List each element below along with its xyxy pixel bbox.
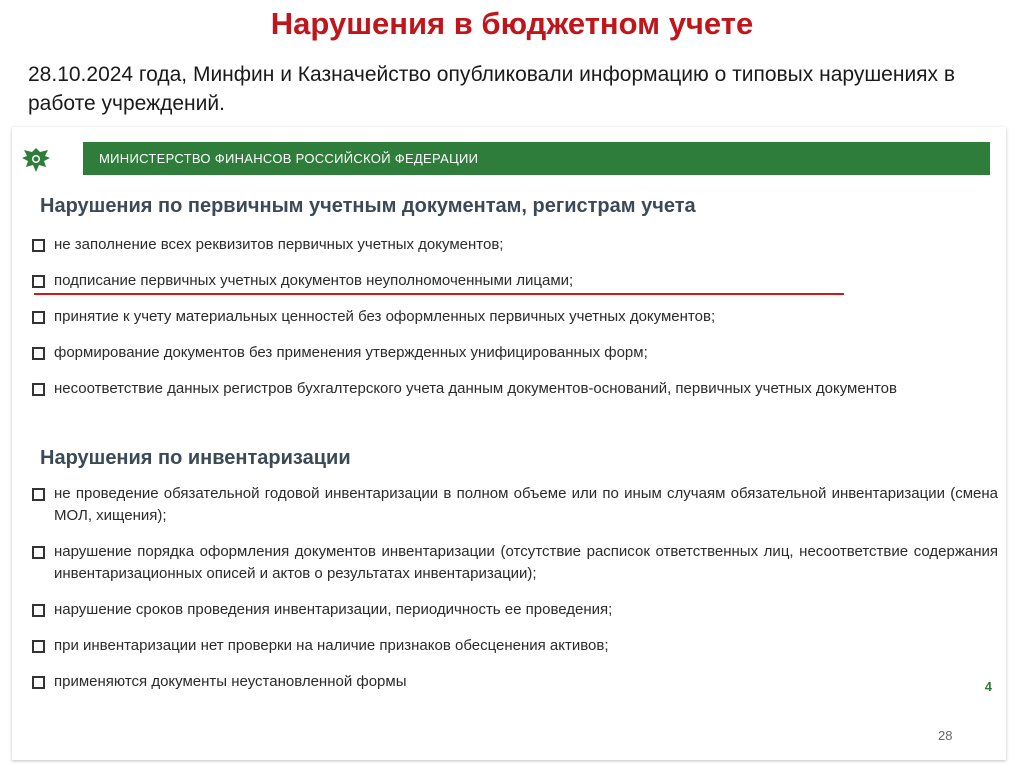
- list-item: нарушение порядка оформления документов инвентаризации (отсутствие расписок ответственных лиц, несоответствие содержания инвентаризационных описей и актов о результатах инвентаризации);: [30, 541, 998, 585]
- list-item: несоответствие данных регистров бухгалтерского учета данным документов-оснований, первичных учетных документов: [30, 378, 998, 400]
- checkbox-square-icon: [32, 640, 45, 653]
- list-item: при инвентаризации нет проверки на наличие признаков обесценения активов;: [30, 635, 998, 657]
- inner-page-number: 4: [984, 679, 992, 694]
- checkbox-square-icon: [32, 347, 45, 360]
- checkbox-square-icon: [32, 275, 45, 288]
- eagle-emblem-icon: [18, 142, 54, 178]
- inventory-list: [30, 483, 998, 693]
- section-title-primary-docs: Нарушения по первичным учетным документам, регистрам учета: [40, 195, 696, 217]
- intro-text: 28.10.2024 года, Минфин и Казначейство опубликовали информацию о типовых нарушениях в работе учреждений.: [28, 63, 956, 115]
- embedded-document: [12, 127, 1006, 760]
- checkbox-square-icon: [32, 239, 45, 252]
- list-item: не проведение обязательной годовой инвентаризации в полном объеме или по иным случаям обязательной инвентаризации (смена МОЛ, хищения);: [30, 483, 998, 527]
- slide-title: Нарушения в бюджетном учете: [270, 6, 754, 41]
- checkbox-square-icon: [32, 383, 45, 396]
- highlight-underline: [34, 293, 844, 295]
- list-item: подписание первичных учетных документов неуполномоченными лицами;: [30, 270, 998, 292]
- list-item: формирование документов без применения утвержденных унифицированных форм;: [30, 342, 998, 364]
- list-item: принятие к учету материальных ценностей без оформленных первичных учетных документов;: [30, 306, 998, 328]
- list-item: применяются документы неустановленной формы: [30, 671, 998, 693]
- primary-docs-list: [30, 234, 998, 400]
- checkbox-square-icon: [32, 311, 45, 324]
- checkbox-square-icon: [32, 546, 45, 559]
- checkbox-square-icon: [32, 676, 45, 689]
- checkbox-square-icon: [32, 488, 45, 501]
- ministry-bar: МИНИСТЕРСТВО ФИНАНСОВ РОССИЙСКОЙ ФЕДЕРАЦИИ: [83, 142, 990, 175]
- slide-page-number: 28: [938, 728, 953, 743]
- checkbox-square-icon: [32, 604, 45, 617]
- list-item: не заполнение всех реквизитов первичных учетных документов;: [30, 234, 998, 256]
- list-item: нарушение сроков проведения инвентаризации, периодичность ее проведения;: [30, 599, 998, 621]
- section-title-inventory: Нарушения по инвентаризации: [40, 447, 351, 469]
